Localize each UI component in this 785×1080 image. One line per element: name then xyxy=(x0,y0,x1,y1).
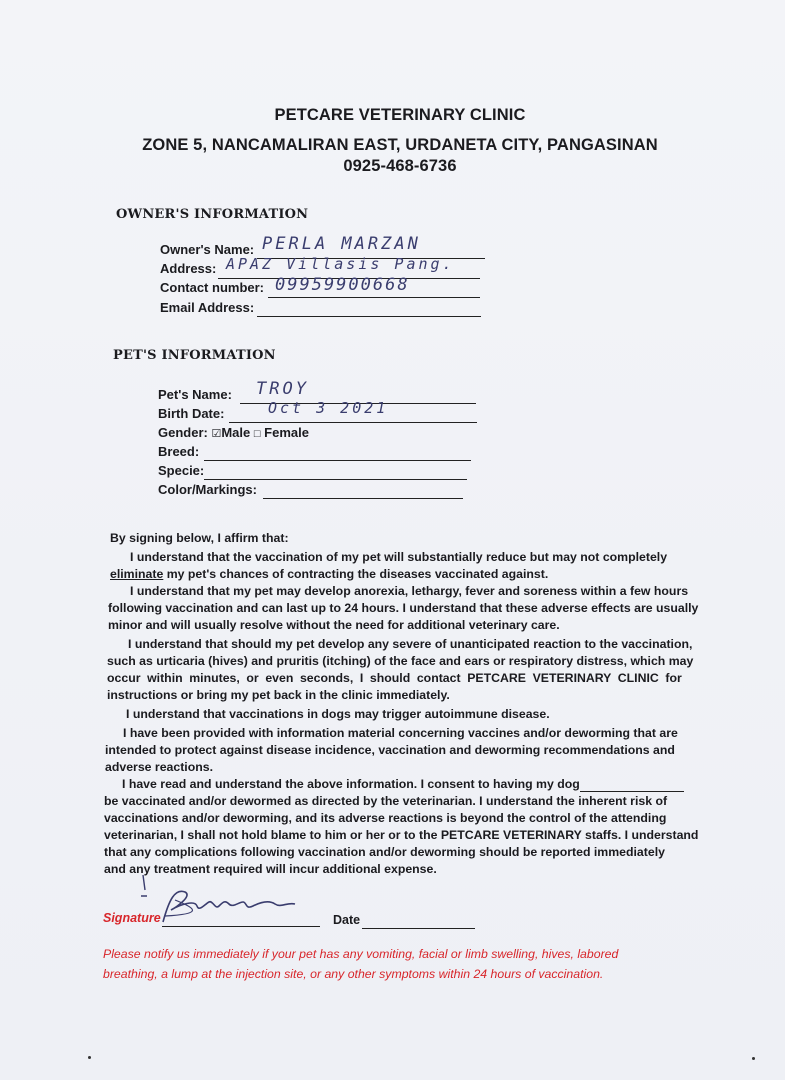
female-label: Female xyxy=(264,425,309,440)
affirm-line: vaccinations and/or deworming, and its adverse reactions is beyond the control of the attending xyxy=(104,811,667,825)
owner-name-label: Owner's Name: xyxy=(160,242,255,257)
affirm-line: veterinarian, I shall not hold blame to him or her or to the PETCARE VETERINARY staffs. I understand xyxy=(104,828,699,842)
affirm-line: adverse reactions. xyxy=(105,760,214,774)
email-label: Email Address: xyxy=(160,300,255,315)
signature-label: Signature xyxy=(103,911,161,925)
affirm-line: intended to protect against disease incidence, vaccination and deworming recommendations and xyxy=(105,743,675,757)
affirm-line: and any treatment required will incur additional expense. xyxy=(104,862,437,876)
date-line xyxy=(362,928,475,929)
birth-date-line xyxy=(229,422,477,423)
owner-name-value: PERLA MARZAN xyxy=(262,234,421,254)
affirm-intro: By signing below, I affirm that: xyxy=(110,531,289,545)
birth-date-label: Birth Date: xyxy=(158,406,225,421)
affirm-line: I understand that the vaccination of my pet will substantially reduce but may not completely xyxy=(130,550,668,564)
contact-number-value: 09959900668 xyxy=(275,275,410,295)
affirm-line: I understand that should my pet develop any severe of unanticipated reaction to the vaccination, xyxy=(128,637,693,651)
speck xyxy=(88,1056,91,1059)
owner-address-label: Address: xyxy=(160,261,217,276)
affirm-line: instructions or bring my pet back in the clinic immediately. xyxy=(107,688,450,702)
affirm-line: that any complications following vaccination and/or deworming should be reported immediately xyxy=(104,845,665,859)
affirm-line: minor and will usually resolve without the need for additional veterinary care. xyxy=(108,618,560,632)
breed-label: Breed: xyxy=(158,444,200,459)
owner-section-title: OWNER'S INFORMATION xyxy=(116,207,309,222)
notice-line: Please notify us immediately if your pet has any vomiting, facial or limb swelling, hives, labored xyxy=(103,947,619,961)
male-label: Male xyxy=(221,425,251,440)
affirm-line: I understand that vaccinations in dogs may trigger autoimmune disease. xyxy=(126,707,550,721)
gender-row xyxy=(158,425,309,440)
gender-label: Gender: xyxy=(158,425,208,440)
speck xyxy=(752,1057,755,1060)
specie-label: Specie: xyxy=(158,463,205,478)
pet-name-label: Pet's Name: xyxy=(158,387,232,402)
color-markings-label: Color/Markings: xyxy=(158,482,257,497)
pet-section-title: PET'S INFORMATION xyxy=(113,348,276,363)
underlined-word: eliminate xyxy=(110,567,164,581)
contact-number-label: Contact number: xyxy=(160,280,264,295)
pet-name-value: TROY xyxy=(256,379,309,399)
owner-address-value: APAZ Villasis Pang. xyxy=(226,255,455,273)
notice-line: breathing, a lump at the injection site, or any other symptoms within 24 hours of vaccination. xyxy=(103,967,604,981)
affirm-line: such as urticaria (hives) and pruritis (itching) of the face and ears or respiratory distress, which may xyxy=(107,654,694,668)
clinic-name: PETCARE VETERINARY CLINIC xyxy=(274,106,526,124)
clinic-phone: 0925-468-6736 xyxy=(343,157,457,175)
dog-name-blank xyxy=(580,791,684,792)
male-checkbox[interactable]: ☑ xyxy=(211,428,222,440)
date-label: Date xyxy=(333,913,361,927)
birth-date-value: Oct 3 2021 xyxy=(268,399,389,417)
contact-number-line xyxy=(268,297,480,298)
breed-line xyxy=(204,460,471,461)
affirm-line: I have read and understand the above information. I consent to having my dog xyxy=(122,777,580,791)
affirm-line: occur within minutes, or even seconds, I should contact PETCARE VETERINARY CLINIC for xyxy=(107,671,682,685)
notice-text xyxy=(103,944,618,984)
affirm-line: I have been provided with information material concerning vaccines and/or deworming that are xyxy=(123,726,678,740)
clinic-address: ZONE 5, NANCAMALIRAN EAST, URDANETA CITY, PANGASINAN xyxy=(142,136,658,154)
affirm-line: I understand that my pet may develop anorexia, lethargy, fever and soreness within a few hours xyxy=(130,584,689,598)
female-checkbox[interactable]: □ xyxy=(253,428,261,440)
specie-line xyxy=(204,479,467,480)
affirm-line: following vaccination and can last up to 24 hours. I understand that these adverse effects are usually xyxy=(108,601,699,615)
handwritten-signature xyxy=(135,870,305,930)
email-line xyxy=(257,316,481,317)
affirm-line: eliminate my pet's chances of contracting the diseases vaccinated against. xyxy=(110,567,549,581)
affirm-line: be vaccinated and/or dewormed as directed by the veterinarian. I understand the inherent risk of xyxy=(104,794,668,808)
color-markings-line xyxy=(263,498,463,499)
